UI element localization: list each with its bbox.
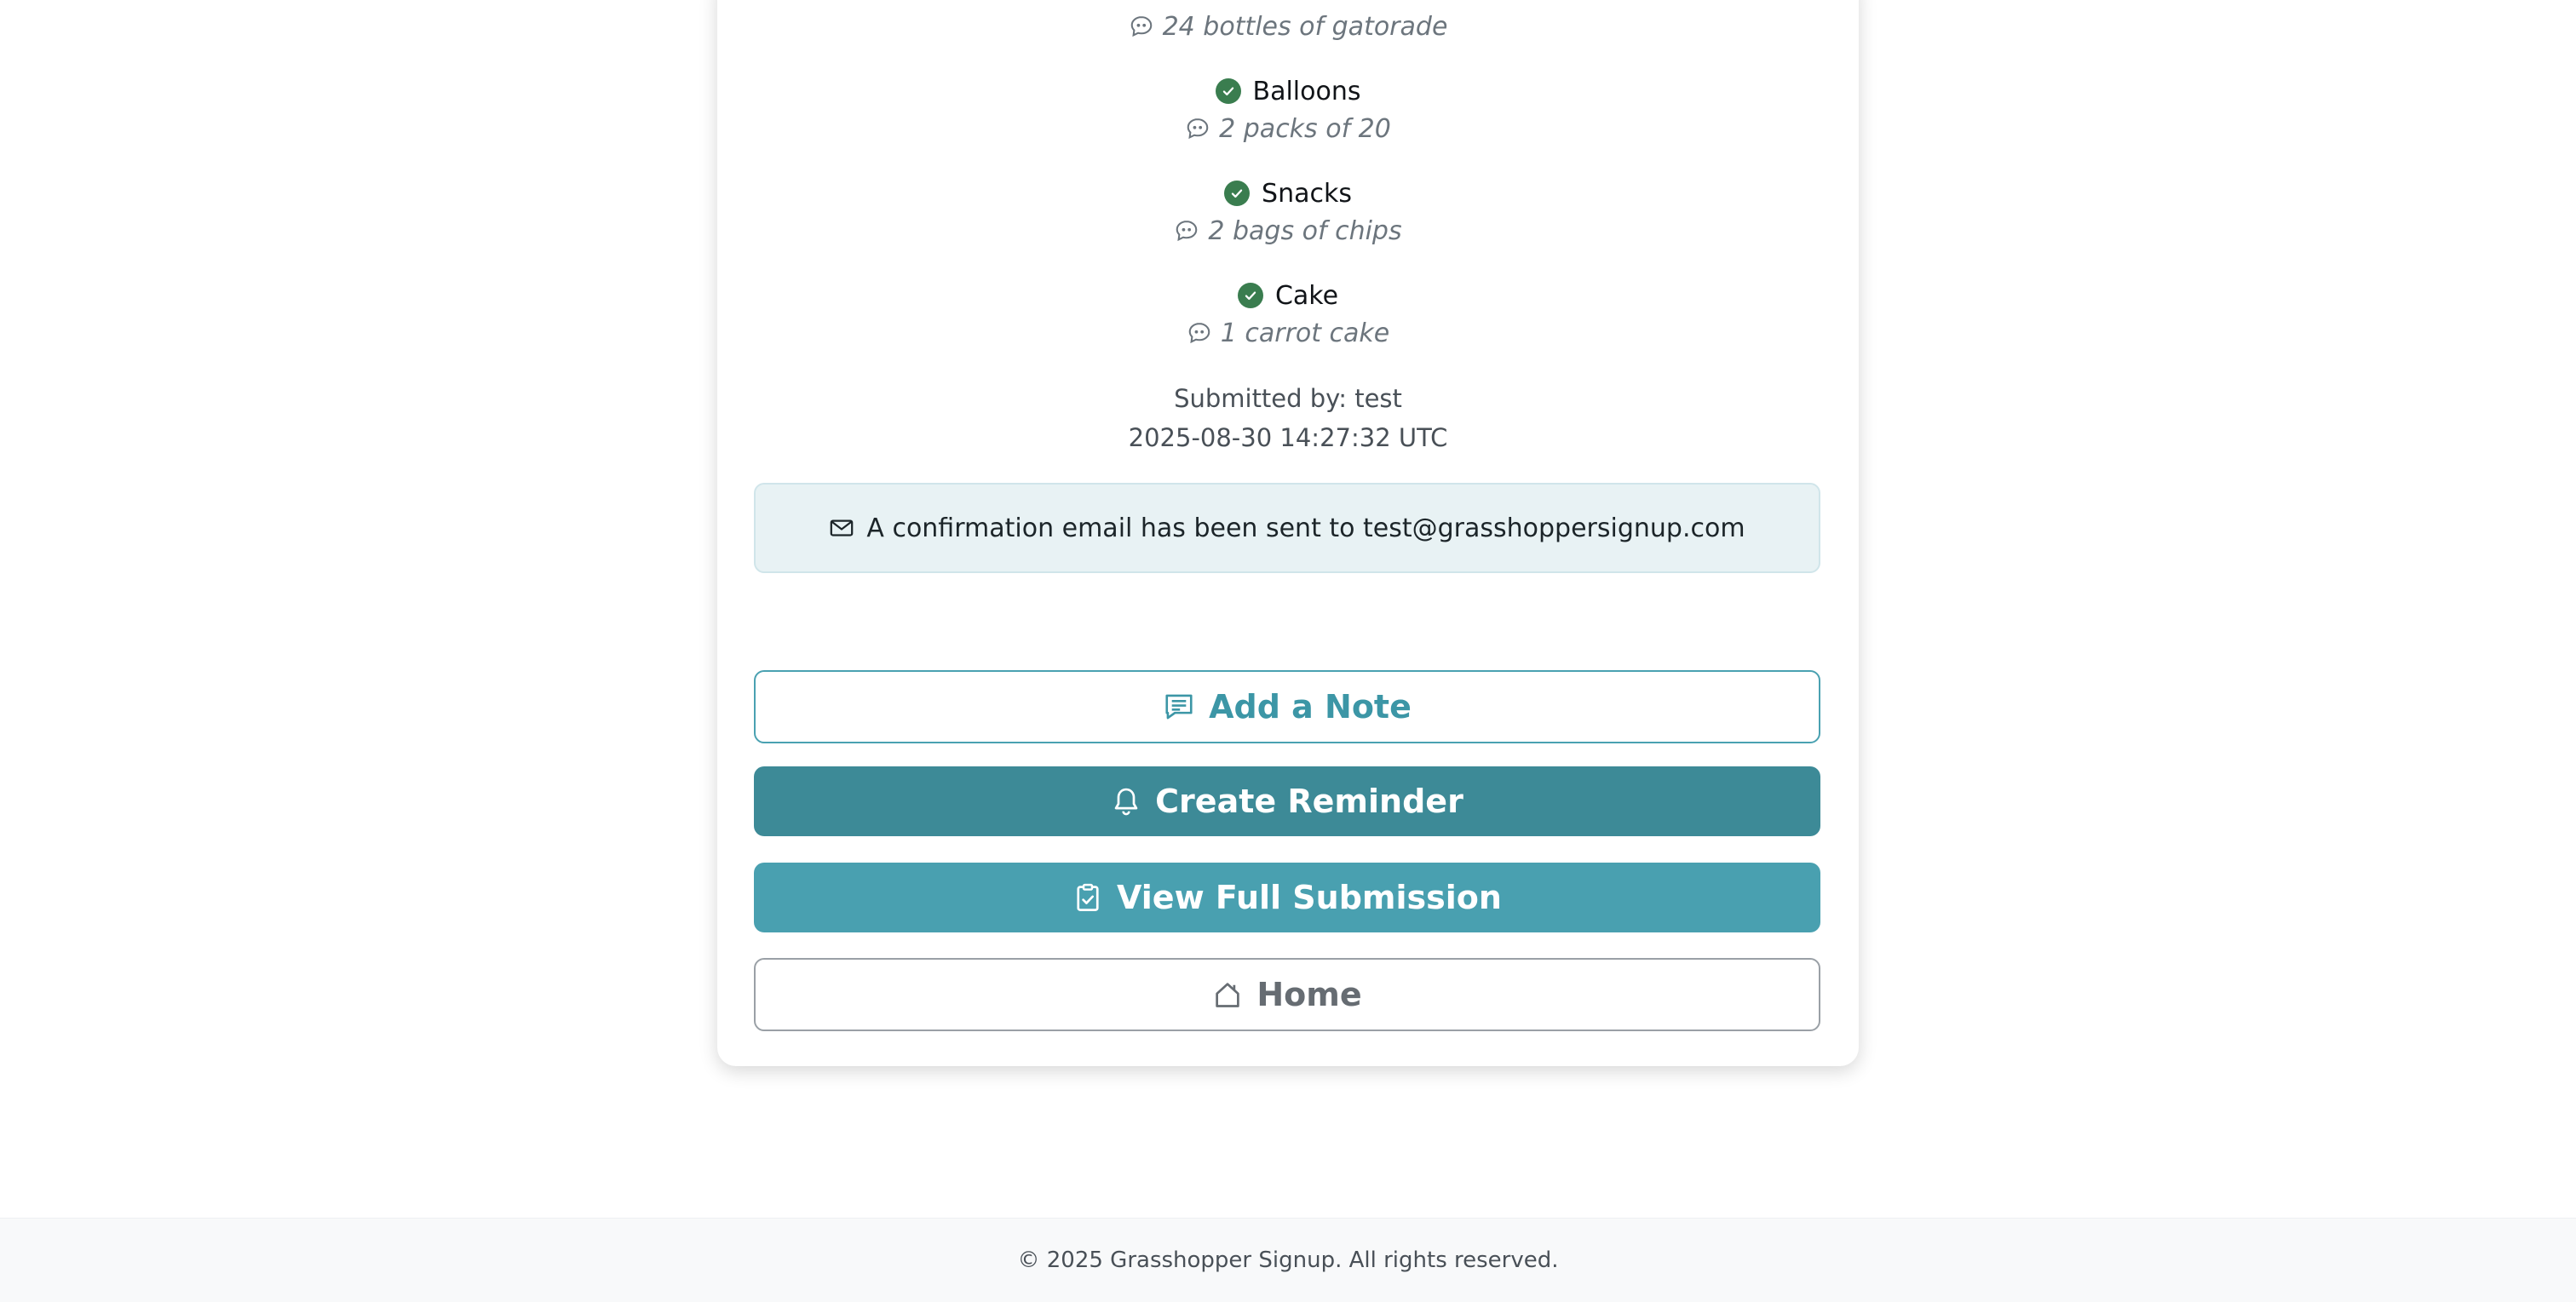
add-note-label: Add a Note	[1209, 688, 1412, 726]
list-item	[717, 72, 1859, 147]
create-reminder-button[interactable]	[754, 766, 1820, 836]
clipboard-check-icon	[1072, 882, 1103, 913]
house-icon	[1212, 979, 1243, 1010]
list-item	[717, 175, 1859, 250]
item-name: Snacks	[1262, 178, 1352, 209]
list-item	[717, 277, 1859, 352]
check-circle-icon	[1224, 181, 1250, 206]
confirmation-text: A confirmation email has been sent to test@grasshoppersignup.com	[866, 513, 1745, 543]
view-full-submission-label: View Full Submission	[1117, 879, 1502, 916]
item-note-text: 2 bags of chips	[1208, 215, 1402, 246]
check-circle-icon	[1216, 78, 1241, 104]
confirmation-alert	[754, 483, 1820, 573]
item-note	[717, 8, 1859, 45]
item-note	[717, 110, 1859, 147]
envelope-icon	[829, 515, 854, 541]
home-label: Home	[1256, 976, 1362, 1013]
item-name-row	[717, 175, 1859, 212]
quote-bubble-icon	[1185, 116, 1210, 141]
list-item	[717, 8, 1859, 45]
item-name: Cake	[1274, 280, 1339, 311]
bell-icon	[1111, 786, 1141, 817]
quote-bubble-icon	[1187, 320, 1212, 346]
view-full-submission-button[interactable]	[754, 863, 1820, 932]
add-note-button[interactable]	[754, 670, 1820, 743]
create-reminder-label: Create Reminder	[1155, 783, 1463, 820]
item-note-text: 2 packs of 20	[1219, 113, 1391, 144]
check-circle-icon	[1238, 283, 1263, 308]
submission-meta	[717, 379, 1859, 457]
submitted-by: Submitted by: test	[1174, 384, 1402, 413]
submission-timestamp: 2025-08-30 14:27:32 UTC	[1128, 423, 1448, 452]
copyright-text: © 2025 Grasshopper Signup. All rights reserved.	[1017, 1248, 1559, 1273]
item-note	[717, 314, 1859, 352]
item-name-row	[717, 72, 1859, 110]
item-name-row	[717, 277, 1859, 314]
quote-bubble-icon	[1174, 218, 1199, 244]
item-name: Balloons	[1252, 76, 1361, 106]
home-button[interactable]	[754, 958, 1820, 1031]
chat-lines-icon	[1163, 691, 1195, 723]
item-note-text: 1 carrot cake	[1220, 318, 1390, 348]
page-footer	[0, 1218, 2576, 1302]
item-note	[717, 212, 1859, 250]
quote-bubble-icon	[1129, 14, 1154, 39]
item-note-text: 24 bottles of gatorade	[1162, 11, 1448, 42]
